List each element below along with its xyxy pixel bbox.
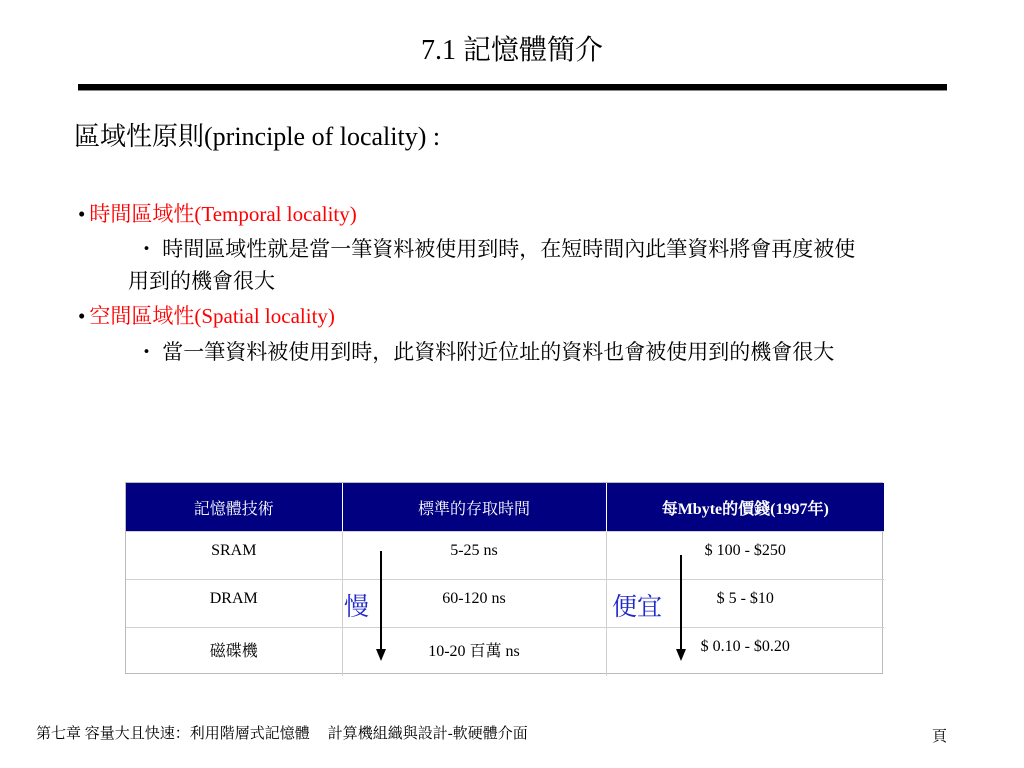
header-access-time: 標準的存取時間 xyxy=(342,483,606,532)
bullet-spatial xyxy=(78,302,335,330)
slow-arrow-shaft xyxy=(380,551,382,649)
title-rule xyxy=(78,84,947,91)
bullet-marker: • xyxy=(78,304,86,328)
bullet-temporal-detail: ・ 時間區域性就是當一筆資料被使用到時，在短時間內此筆資料將會再度被使用到的機會很大 xyxy=(128,237,856,293)
cell-technology: DRAM xyxy=(126,580,342,628)
cell-access-time: 10-20 百萬 ns xyxy=(342,628,606,676)
bullet-spatial-detail: ・ 當一筆資料被使用到時，此資料附近位址的資料也會被使用到的機會很大 xyxy=(136,340,835,364)
header-price: 每Mbyte的價錢(1997年) xyxy=(606,483,884,532)
cell-price: $ 0.10 - $0.20 xyxy=(606,628,884,676)
slide-title: 7.1 記憶體簡介 xyxy=(420,35,603,66)
section-heading: 區域性原則(principle of locality) : xyxy=(74,122,441,151)
memory-comparison-table xyxy=(125,482,883,674)
annotation-cheap: 便宜 xyxy=(612,592,663,621)
bullet-marker: • xyxy=(78,202,86,226)
header-technology: 記憶體技術 xyxy=(126,483,342,532)
table-row xyxy=(126,580,884,628)
table-row xyxy=(126,532,884,580)
bullet-temporal xyxy=(78,200,357,228)
cheap-arrow-shaft xyxy=(680,555,682,649)
annotation-slow: 慢 xyxy=(344,592,370,621)
table-header-row xyxy=(126,483,884,532)
bullet-temporal-label: 時間區域性(Temporal locality) xyxy=(89,202,357,226)
table-row xyxy=(126,628,884,676)
cheap-arrow-head xyxy=(676,649,686,661)
cell-price: $ 5 - $10 xyxy=(606,580,884,628)
footer-chapter: 第七章 容量大且快速：利用階層式記憶體 xyxy=(36,726,310,742)
cell-access-time: 60-120 ns xyxy=(342,580,606,628)
bullet-spatial-label: 空間區域性(Spatial locality) xyxy=(89,304,335,328)
footer-info xyxy=(36,724,528,744)
cell-price: $ 100 - $250 xyxy=(606,532,884,580)
cell-technology: SRAM xyxy=(126,532,342,580)
slow-arrow-head xyxy=(376,649,386,661)
footer-page-label: 頁 xyxy=(932,729,948,745)
cell-technology: 磁碟機 xyxy=(126,628,342,676)
cell-access-time: 5-25 ns xyxy=(342,532,606,580)
footer-book: 計算機組織與設計-軟硬體介面 xyxy=(327,726,528,742)
